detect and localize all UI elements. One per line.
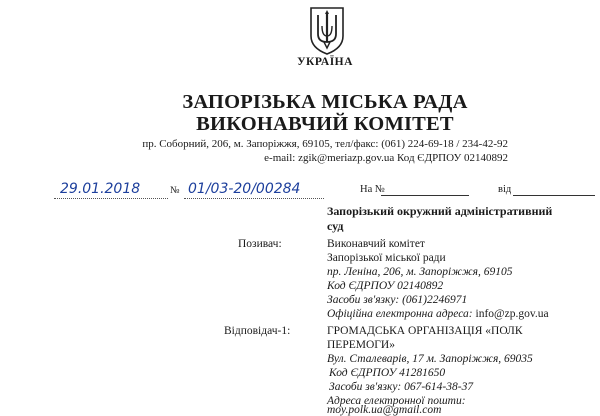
defendant-name: ГРОМАДСЬКА ОРГАНІЗАЦІЯ «ПОЛК: [327, 325, 523, 337]
defendant-label: Відповідач-1:: [224, 325, 291, 337]
defendant-phone: Засоби зв'язку: 067-614-38-37: [329, 381, 474, 393]
reference-date-label: від: [498, 184, 512, 195]
plaintiff-phone: Засоби зв'язку: (061)2246971: [327, 294, 468, 306]
defendant-email: moy.polk.ua@gmail.com: [327, 404, 442, 416]
organization-address: пр. Соборний, 206, м. Запоріжжя, 69105, тел/факс: (061) 224-69-18 / 234-42-92: [142, 138, 508, 150]
defendant-address: Вул. Сталеварів, 17 м. Запоріжжя, 69035: [327, 353, 533, 365]
plaintiff-code: Код ЄДРПОУ 02140892: [327, 280, 444, 292]
plaintiff-address: пр. Леніна, 206, м. Запоріжжя, 69105: [327, 266, 513, 278]
committee-title: ВИКОНАВЧИЙ КОМІТЕТ: [196, 113, 454, 135]
reference-number-label: На №: [360, 184, 385, 195]
plaintiff-email-label: Офіційна електронна адреса:: [327, 308, 473, 320]
council-title: ЗАПОРІЗЬКА МІСЬКА РАДА: [182, 91, 468, 113]
plaintiff-email: info@zp.gov.ua: [475, 308, 549, 320]
reference-number-blank: [381, 195, 469, 196]
number-underline: [184, 198, 324, 199]
country-name: УКРАЇНА: [297, 56, 353, 68]
recipient-court: Запорізький окружний адміністративний: [327, 204, 553, 218]
registration-line: [50, 181, 330, 205]
registration-number-label: №: [170, 185, 180, 196]
plaintiff-name: Виконавчий комітет: [327, 238, 425, 250]
recipient-court-continued: суд: [327, 219, 344, 233]
defendant-email-label: Адреса електронної пошти:: [327, 395, 466, 407]
defendant-code: Код ЄДРПОУ 41281650: [329, 367, 446, 379]
reference-date-blank: [513, 195, 595, 196]
defendant-name-continued: ПЕРЕМОГИ»: [327, 339, 395, 351]
plaintiff-label: Позивач:: [238, 238, 282, 250]
plaintiff-email-line: [327, 308, 549, 320]
organization-email-code: e-mail: zgik@meriazp.gov.ua Код ЄДРПОУ 02140892: [264, 152, 508, 164]
registration-date: 29.01.2018: [60, 181, 141, 197]
tryzub-coat-of-arms-icon: [309, 6, 345, 56]
registration-number: 01/03-20/00284: [188, 181, 301, 197]
plaintiff-name-continued: Запорізької міської ради: [327, 252, 446, 264]
date-underline: [54, 198, 168, 199]
